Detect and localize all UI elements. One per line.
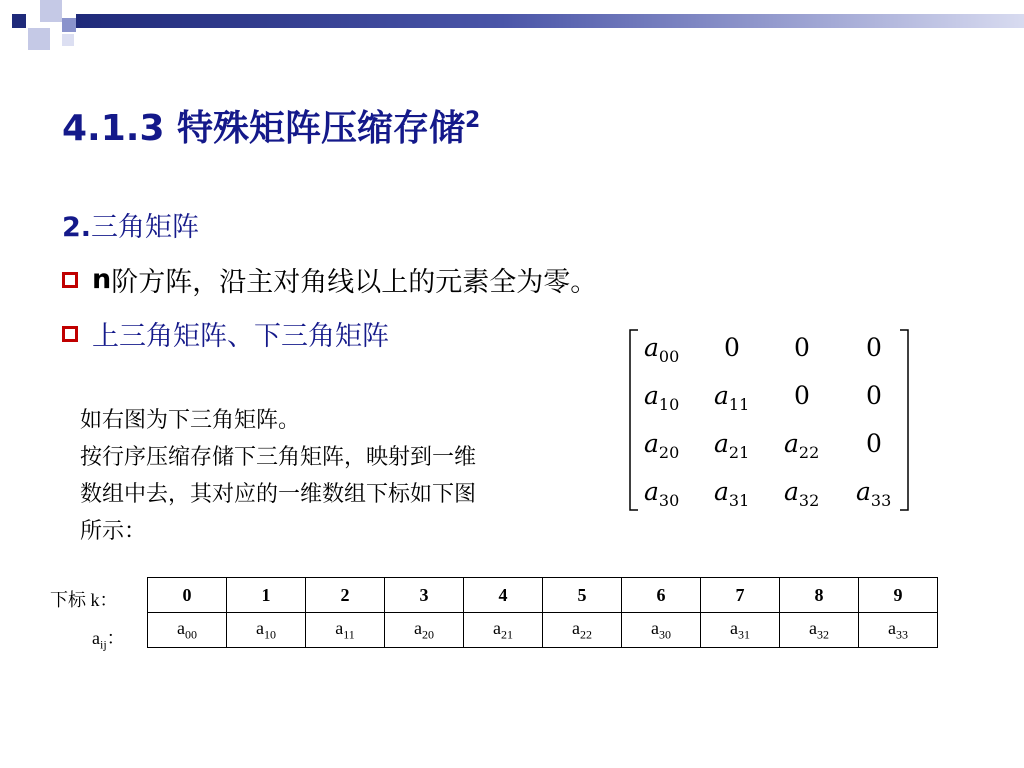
- matrix-cell: $a_{31}$: [714, 477, 750, 510]
- index-mapping-table: [147, 577, 938, 648]
- slide-title-superscript: 2: [465, 108, 481, 133]
- matrix-left-bracket: [630, 330, 638, 510]
- a-cell: $a_{20}$: [385, 613, 464, 648]
- matrix-cell: $a_{22}$: [784, 429, 820, 462]
- a-cell: $a_{00}$: [148, 613, 227, 648]
- matrix-cell: $a_{33}$: [856, 477, 892, 510]
- k-cell: 5: [543, 578, 622, 613]
- a-cell-sub: 33: [896, 627, 908, 642]
- matrix-cell: $a_{21}$: [714, 429, 750, 462]
- section-heading: [62, 205, 199, 244]
- description-line: 所示：: [80, 519, 147, 544]
- matrix-cell: 0: [866, 381, 882, 410]
- a-cell: $a_{22}$: [543, 613, 622, 648]
- matrix-cell: $a_{11}$: [714, 381, 750, 414]
- a-cell: $a_{10}$: [227, 613, 306, 648]
- k-cell: 1: [227, 578, 306, 613]
- k-cell: 9: [859, 578, 938, 613]
- matrix-cell: 0: [794, 333, 810, 362]
- bullet-text: 上三角矩阵、下三角矩阵: [92, 321, 389, 352]
- matrix-cell: 0: [794, 381, 810, 410]
- k-cell: 0: [148, 578, 227, 613]
- a-label-suffix: ：: [106, 628, 125, 648]
- matrix-cell: 0: [866, 429, 882, 458]
- header-gradient-bar: [76, 14, 1024, 28]
- matrix-cell: $a_{10}$: [644, 381, 680, 414]
- a-cell: $a_{21}$: [464, 613, 543, 648]
- a-cell: $a_{11}$: [306, 613, 385, 648]
- k-cell: 4: [464, 578, 543, 613]
- decor-square-light: [62, 34, 74, 46]
- a-cell: $a_{32}$: [780, 613, 859, 648]
- description-line: 按行序压缩存储下三角矩阵，映射到一维: [80, 445, 477, 470]
- slide-title-text: 4.1.3 特殊矩阵压缩存储: [62, 108, 466, 149]
- a-cell: $a_{30}$: [622, 613, 701, 648]
- matrix-figure: [628, 326, 910, 514]
- a-cell-sub: 21: [501, 627, 513, 642]
- lower-triangular-matrix: [628, 326, 910, 514]
- a-cell: $a_{31}$: [701, 613, 780, 648]
- a-cell-sub: 20: [422, 627, 434, 642]
- a-label-base: a: [92, 628, 100, 648]
- matrix-cell: $a_{00}$: [644, 333, 680, 366]
- index-a-row: [148, 613, 938, 648]
- section-number: 2.: [62, 212, 92, 243]
- index-k-row: [148, 578, 938, 613]
- k-cell: 8: [780, 578, 859, 613]
- description-line: 如右图为下三角矩阵。: [80, 408, 301, 433]
- description-line: 数组中去，其对应的一维数组下标如下图: [80, 482, 477, 507]
- matrix-cell: 0: [724, 333, 740, 362]
- bullet-square-icon: [62, 272, 78, 288]
- bullet-bold-text: n: [92, 264, 112, 295]
- matrix-cell: 0: [866, 333, 882, 362]
- a-cell-sub: 22: [580, 627, 592, 642]
- k-cell: 3: [385, 578, 464, 613]
- section-label: 三角矩阵: [91, 212, 200, 243]
- description-block: [80, 402, 476, 550]
- decor-square-mid: [62, 18, 76, 32]
- k-cell: 2: [306, 578, 385, 613]
- matrix-cell: $a_{20}$: [644, 429, 680, 462]
- index-row-label-k: 下标 k：: [50, 590, 118, 610]
- a-cell-sub: 32: [817, 627, 829, 642]
- bullet-square-icon: [62, 326, 78, 342]
- matrix-cell: $a_{32}$: [784, 477, 820, 510]
- bullet-text: 阶方阵，沿主对角线以上的元素全为零。: [111, 267, 598, 298]
- a-label-sub: ij: [100, 637, 107, 652]
- a-cell-sub: 31: [738, 627, 750, 642]
- k-cell: 7: [701, 578, 780, 613]
- slide-title: [62, 100, 480, 151]
- a-cell-sub: 00: [185, 627, 197, 642]
- a-cell: $a_{33}$: [859, 613, 938, 648]
- decor-square-light: [28, 28, 50, 50]
- decor-square-dark: [12, 14, 26, 28]
- a-cell-sub: 11: [343, 627, 355, 642]
- decor-square-light: [40, 0, 62, 22]
- k-cell: 6: [622, 578, 701, 613]
- matrix-cell: $a_{30}$: [644, 477, 680, 510]
- index-row-label-a: [92, 624, 125, 653]
- bullet-item: [62, 314, 389, 353]
- bullet-item: [62, 260, 597, 299]
- matrix-right-bracket: [900, 330, 908, 510]
- a-cell-sub: 30: [659, 627, 671, 642]
- a-cell-sub: 10: [264, 627, 276, 642]
